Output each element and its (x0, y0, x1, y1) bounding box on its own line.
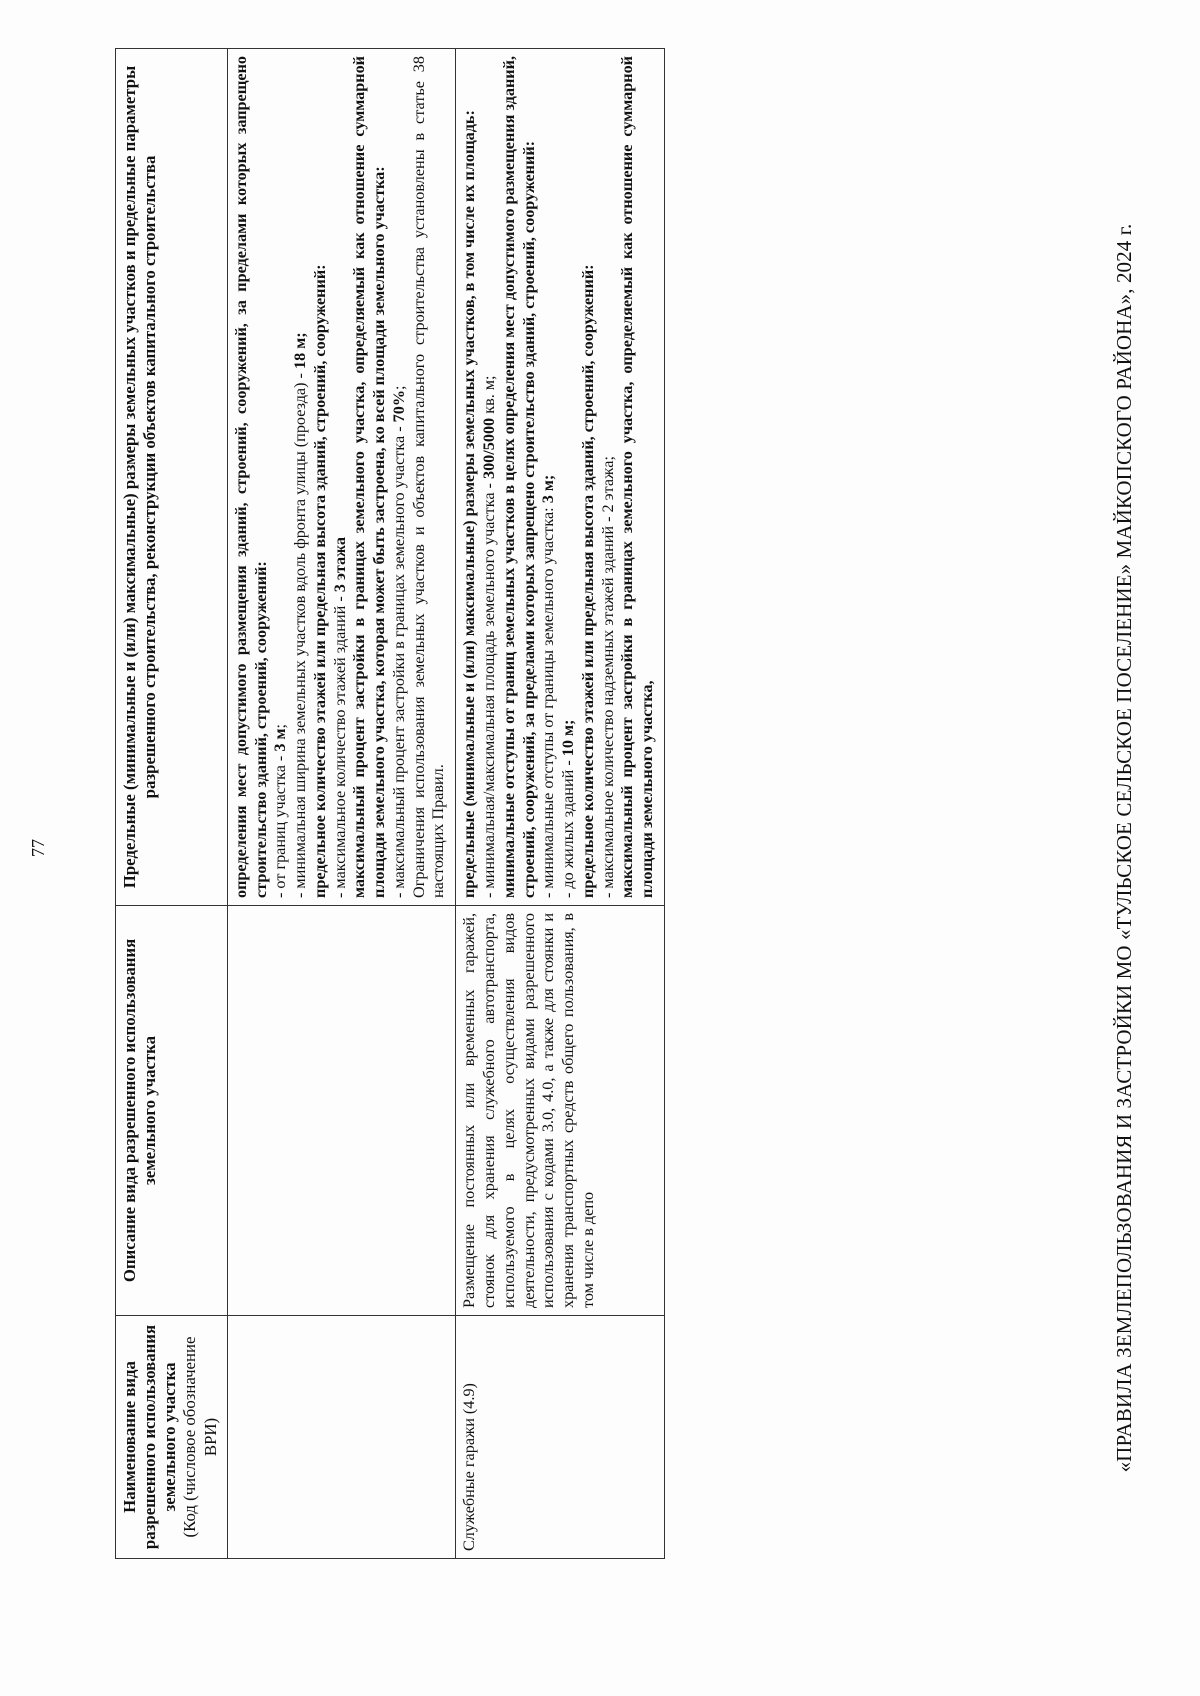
cell-parameters (227, 49, 455, 906)
cell-parameters (456, 49, 665, 906)
document-footer: «ПРАВИЛА ЗЕМЛЕПОЛЬЗОВАНИЯ И ЗАСТРОЙКИ МО «ТУЛЬСКОЕ СЕЛЬСКОЕ ПОСЕЛЕНИЕ» МАЙКОПСКОГО РАЙОНА», 2024 г. (1112, 223, 1136, 1473)
parameter-text: - до жилых зданий - (559, 756, 578, 898)
parameter-text-bold: 3 м (271, 728, 290, 752)
regulations-table (115, 48, 665, 1559)
parameter-text: - от границ участка - (271, 751, 290, 898)
parameter-text-bold: предельное количество этажей или предельная высота зданий, строений, сооружений: (578, 264, 597, 898)
parameter-text: Ограничения использования земельных участков и объектов капитального строительства установлены в статье 38 настоящих Правил. (409, 56, 448, 898)
header-limit-parameters: Предельные (минимальные и (или) максимальные) размеры земельных участков и предельные параметры разрешенного строительства, реконструкции объектов капитального строительства (116, 49, 228, 906)
page-number: 77 (28, 839, 48, 857)
parameter-paragraph (599, 56, 619, 898)
parameter-text: кв. м; (479, 375, 498, 418)
parameter-text-bold: максимальный процент застройки в границах земельного участка, определяемый как отношение суммарной площади земельного участка, (618, 56, 657, 898)
parameter-text-bold: 3 м; (539, 474, 558, 504)
cell-use-description: Размещение постоянных или временных гаражей, стоянок для хранения служебного автотранспорта, используемого в целях осуществления видов деятельности, предусмотренных видами разрешенного использования с кодами 3.0, 4.0, а также для стоянки и хранения транспортных средств общего пользования, в том числе в депо (456, 906, 665, 1316)
parameter-text: - максимальное количество надземных этажей зданий - 2 этажа; (598, 456, 617, 898)
parameter-paragraph (579, 56, 599, 898)
header-permitted-use-code: (Код (числовое обозначение ВРИ) (180, 1336, 220, 1538)
table-header-row (116, 49, 228, 1559)
parameter-text-bold: 18 м; (291, 332, 310, 369)
parameter-text: - минимальная ширина земельных участков вдоль фронта улицы (проезда) - (291, 369, 310, 898)
parameter-text-bold: максимальный процент застройки в границах земельного участка, определяемый как отношение суммарной площади земельного участка, которая может быть застроена, ко всей площади земельного участка: (350, 56, 389, 898)
parameter-text: ; (271, 723, 290, 729)
header-permitted-use-name (116, 1316, 228, 1559)
parameter-text-bold: 10 м; (559, 719, 578, 757)
parameter-text-bold: предельное количество этажей или предельная высота зданий, строений, сооружений: (310, 264, 329, 898)
parameter-paragraph (331, 56, 351, 898)
parameter-paragraph (271, 56, 291, 898)
cell-use-name (227, 1316, 455, 1559)
header-permitted-use-name-bold: Наименование вида разрешенного использования земельного участка (120, 1324, 180, 1550)
parameter-text: ; (389, 385, 408, 390)
parameter-paragraph (559, 56, 579, 898)
parameter-paragraph (232, 56, 272, 898)
parameter-text-bold: 70% (389, 389, 408, 423)
parameter-paragraph (410, 56, 450, 898)
cell-use-description (227, 906, 455, 1316)
parameter-paragraph (311, 56, 331, 898)
cell-use-name: Служебные гаражи (4.9) (456, 1316, 665, 1559)
parameter-text: - минимальная/максимальная площадь земельного участка - (479, 479, 498, 898)
parameter-text-bold: предельные (минимальные и (или) максимальные) размеры земельных участков, в том числе их площадь: (460, 110, 479, 898)
parameter-text: - минимальные отступы от границы земельного участка: (539, 503, 558, 898)
parameter-text-bold: определения мест допустимого размещения зданий, строений, сооружений, за пределами которых запрещено строительство зданий, строений, сооружений: (231, 56, 270, 898)
parameter-paragraph (350, 56, 390, 898)
parameter-paragraph (460, 56, 480, 898)
parameter-text-bold: минимальные отступы от границ земельных участков в целях определения мест допустимого размещения зданий, строений, сооружений, за пределами которых запрещено строительство зданий, строений, сооружений: (499, 56, 538, 898)
parameter-text-bold: 3 этажа (330, 537, 349, 593)
parameter-paragraph (618, 56, 658, 898)
parameter-paragraph (500, 56, 540, 898)
table-row (227, 49, 455, 1559)
parameter-paragraph (480, 56, 500, 898)
parameter-text: - максимальное количество этажей зданий - (330, 592, 349, 898)
parameter-paragraph (390, 56, 410, 898)
parameter-paragraph (291, 56, 311, 898)
header-permitted-use-description: Описание вида разрешенного использования земельного участка (116, 906, 228, 1316)
parameter-text-bold: 300/5000 (479, 417, 498, 479)
parameter-paragraph (539, 56, 559, 898)
table-row (456, 49, 665, 1559)
parameter-text: - максимальный процент застройки в границах земельного участка - (389, 422, 408, 898)
